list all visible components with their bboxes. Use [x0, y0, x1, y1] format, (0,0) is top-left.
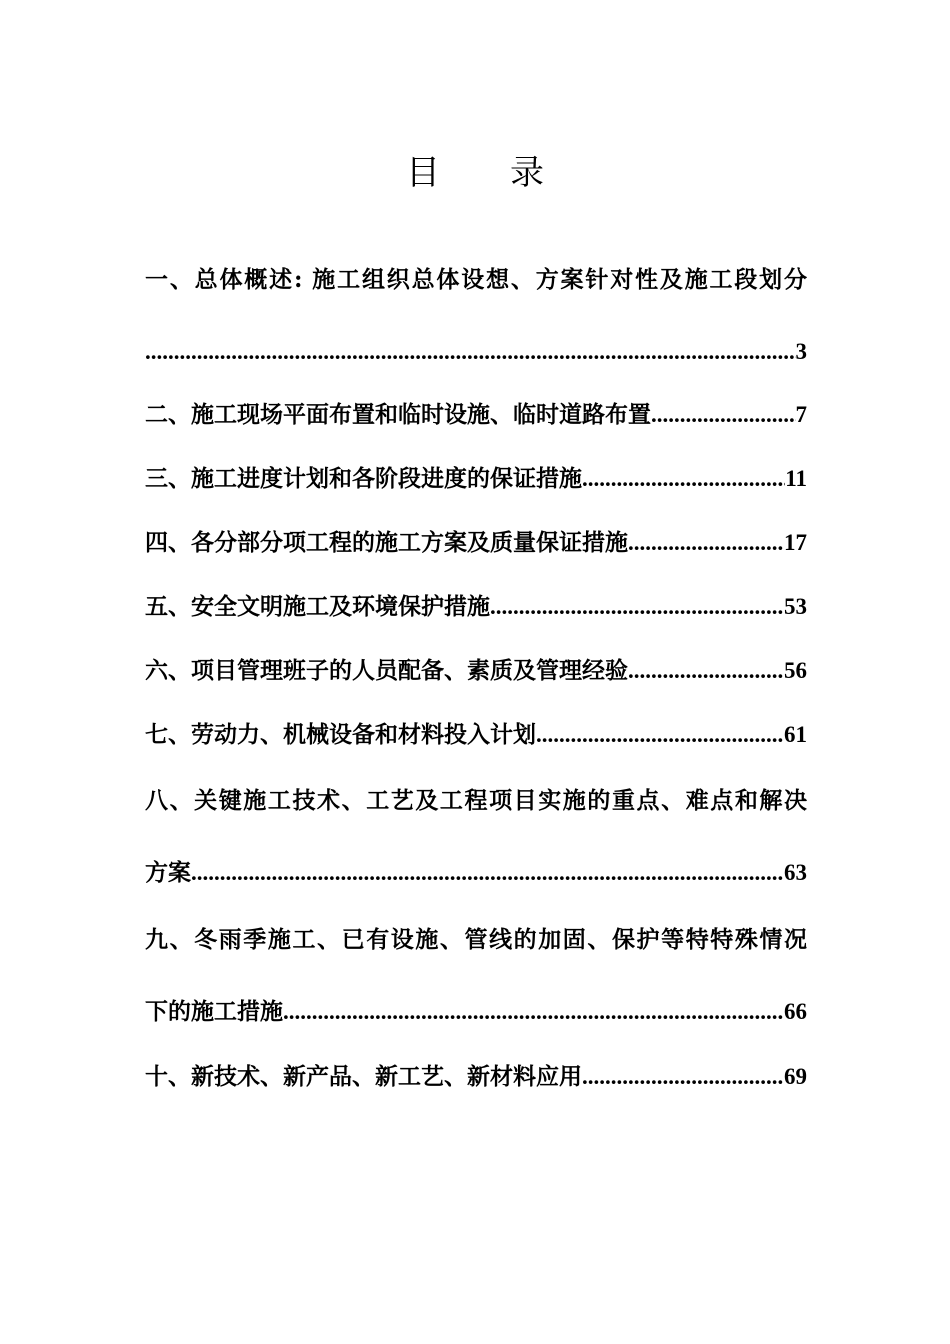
dot-leader [283, 994, 784, 1030]
dot-leader [628, 653, 784, 689]
dot-leader [145, 334, 796, 370]
dot-leader [582, 461, 785, 497]
dot-leader [490, 589, 784, 625]
toc-entry-9-line-2[interactable] [145, 994, 807, 1030]
toc-entry-label: 二、施工现场平面布置和临时设施、临时道路布置 [145, 401, 651, 428]
toc-entry-6[interactable] [145, 653, 807, 689]
toc-entry-7[interactable] [145, 717, 807, 753]
toc-entry-page: 69 [784, 1064, 807, 1089]
toc-entry-1-line-2[interactable] [145, 334, 807, 370]
toc-entry-label-cont: 下的施工措施 [145, 998, 283, 1025]
toc-entry-label: 五、安全文明施工及环境保护措施 [145, 593, 490, 620]
toc-entry-8-line-1[interactable] [145, 783, 807, 819]
toc-entry-page: 3 [795, 339, 807, 364]
dot-leader [651, 397, 796, 433]
toc-entry-5[interactable] [145, 589, 807, 625]
toc-entry-page: 11 [785, 466, 807, 491]
toc-entry-page: 53 [784, 594, 807, 619]
toc-entry-page: 17 [784, 530, 807, 555]
toc-entry-label: 七、劳动力、机械设备和材料投入计划 [145, 721, 536, 748]
toc-entry-8-line-2[interactable] [145, 855, 807, 891]
toc-entry-page: 56 [784, 658, 807, 683]
toc-entry-10[interactable] [145, 1059, 807, 1095]
toc-entry-page: 7 [795, 402, 807, 427]
toc-entry-1-line-1[interactable] [145, 262, 807, 298]
toc-entry-label-cont: 方案 [145, 859, 191, 886]
toc-entry-page: 61 [784, 722, 807, 747]
toc-entry-9-line-1[interactable] [145, 922, 807, 958]
dot-leader [191, 855, 784, 891]
dot-leader [582, 1059, 784, 1095]
toc-entry-page: 63 [784, 860, 807, 885]
toc-entry-label: 三、施工进度计划和各阶段进度的保证措施 [145, 465, 582, 492]
toc-entry-4[interactable] [145, 525, 807, 561]
toc-entry-page: 66 [784, 999, 807, 1024]
toc-entry-3[interactable] [145, 461, 807, 497]
toc-title: 目录 [406, 153, 614, 193]
toc-entry-label: 一、总体概述: 施工组织总体设想、方案针对性及施工段划分 [145, 266, 807, 293]
dot-leader [628, 525, 784, 561]
toc-entry-label: 九、冬雨季施工、已有设施、管线的加固、保护等特特殊情况 [145, 926, 807, 953]
toc-entry-label: 十、新技术、新产品、新工艺、新材料应用 [145, 1063, 582, 1090]
toc-entry-label: 四、各分部分项工程的施工方案及质量保证措施 [145, 529, 628, 556]
toc-entry-label: 六、项目管理班子的人员配备、素质及管理经验 [145, 657, 628, 684]
dot-leader [536, 717, 784, 753]
toc-entry-label: 八、关键施工技术、工艺及工程项目实施的重点、难点和解决 [145, 787, 807, 814]
toc-entry-2[interactable] [145, 397, 807, 433]
